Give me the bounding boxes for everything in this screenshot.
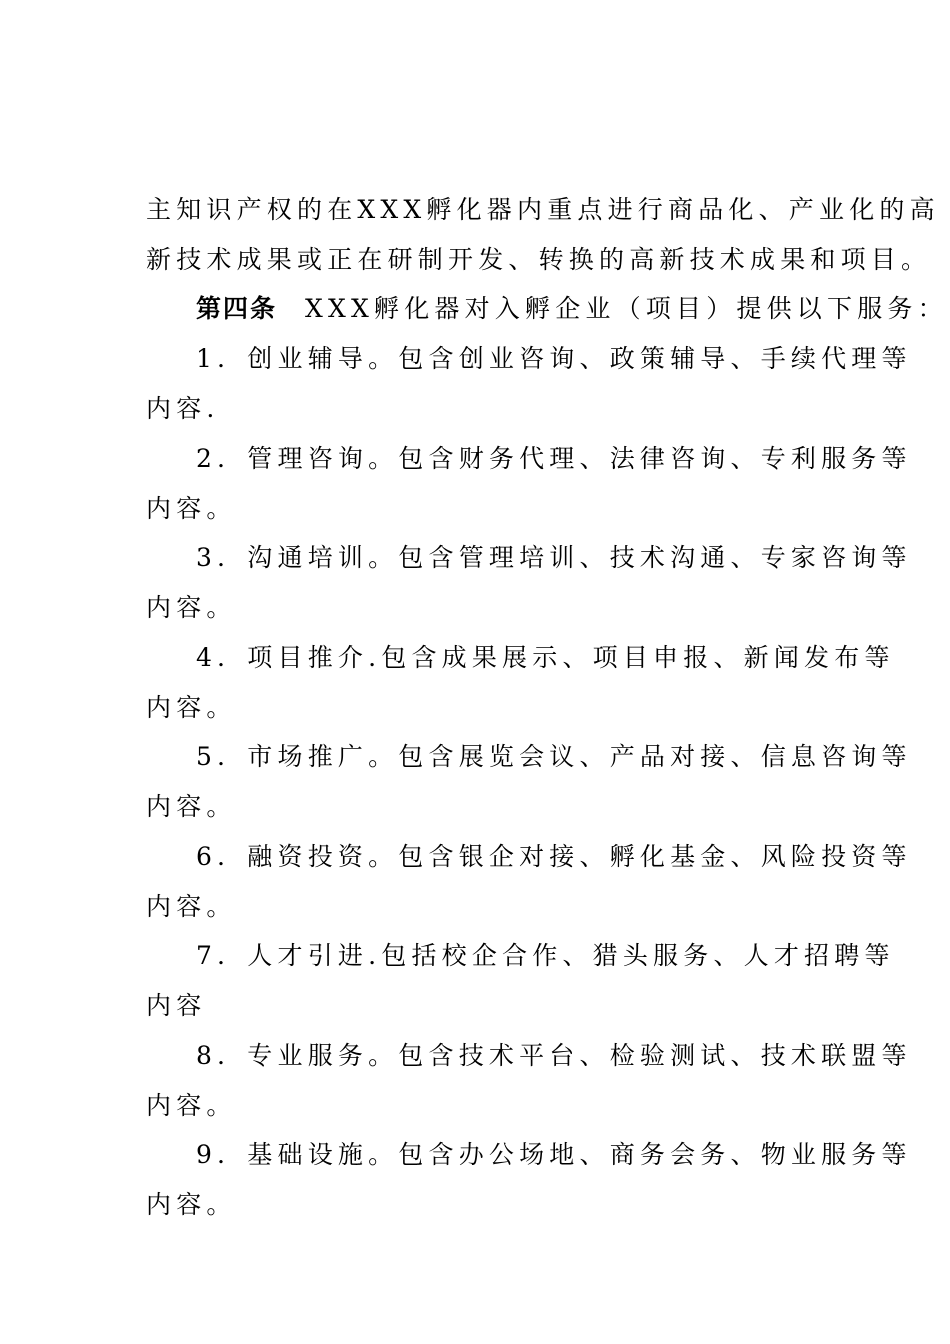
list-item-9-line-2: 内容。 <box>146 1190 237 1219</box>
list-item-2-line-2: 内容。 <box>146 494 237 523</box>
intro-line-2: 新技术成果或正在研制开发、转换的高新技术成果和项目。 <box>146 245 932 274</box>
list-item-2-line-1: 2．管理咨询。包含财务代理、法律咨询、专利服务等 <box>196 444 912 473</box>
list-item-3-line-1: 3．沟通培训。包含管理培训、技术沟通、专家咨询等 <box>196 543 912 572</box>
list-item-5-line-1: 5．市场推广。包含展览会议、产品对接、信息咨询等 <box>196 742 912 771</box>
list-item-8-line-2: 内容。 <box>146 1091 237 1120</box>
list-item-1-line-1: 1．创业辅导。包含创业咨询、政策辅导、手续代理等 <box>196 344 912 373</box>
list-item-3-line-2: 内容。 <box>146 593 237 622</box>
list-item-6-line-1: 6．融资投资。包含银企对接、孵化基金、风险投资等 <box>196 842 912 871</box>
list-item-4-line-2: 内容。 <box>146 693 237 722</box>
list-item-1-line-2: 内容. <box>146 394 220 423</box>
list-item-4-line-1: 4．项目推介.包含成果展示、项目申报、新闻发布等 <box>196 643 895 672</box>
list-item-6-line-2: 内容。 <box>146 892 237 921</box>
intro-line-1: 主知识产权的在XXX孵化器内重点进行商品化、产业化的高 <box>146 195 940 224</box>
list-item-7-line-1: 7．人才引进.包括校企合作、猎头服务、人才招聘等 <box>196 941 895 970</box>
list-item-5-line-2: 内容。 <box>146 792 237 821</box>
list-item-7-line-2: 内容 <box>146 991 207 1020</box>
article-text: XXX孵化器对入孵企业（项目）提供以下服务： <box>305 294 948 323</box>
article-label: 第四条 <box>196 294 278 323</box>
list-item-9-line-1: 9．基础设施。包含办公场地、商务会务、物业服务等 <box>196 1140 912 1169</box>
article-heading <box>196 292 948 326</box>
list-item-8-line-1: 8．专业服务。包含技术平台、检验测试、技术联盟等 <box>196 1041 912 1070</box>
